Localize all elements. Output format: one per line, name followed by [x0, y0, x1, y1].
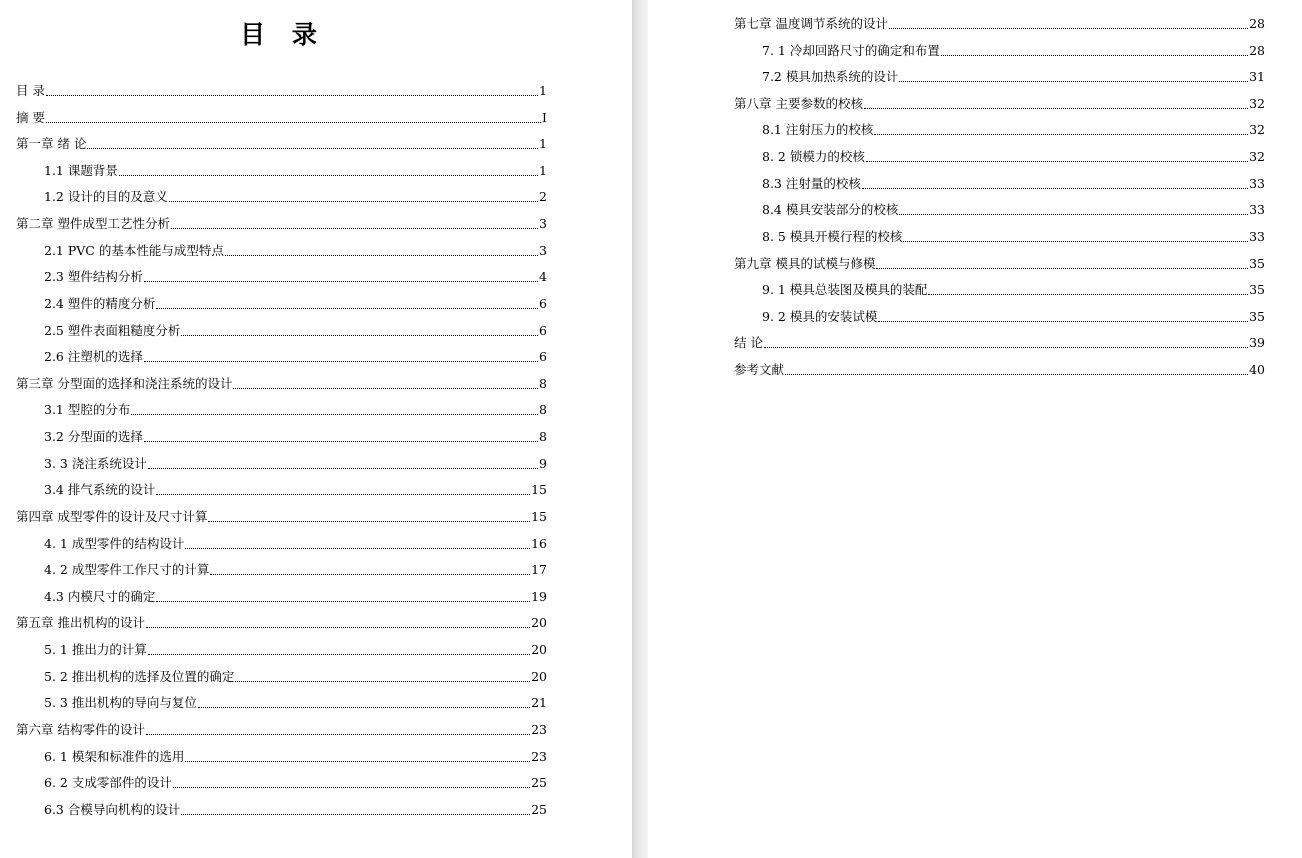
toc-entry-label: 8.1 注射压力的校核 [762, 122, 874, 138]
toc-section-entry [762, 122, 1265, 138]
toc-page-number: 25 [531, 801, 547, 817]
right-document-page [648, 0, 1302, 858]
toc-page-number: 23 [531, 748, 547, 764]
toc-page-number: 1 [539, 162, 547, 178]
toc-page-number: 8 [539, 429, 547, 445]
toc-page-number: 23 [531, 721, 547, 737]
toc-entry-label: 3. 3 浇注系统设计 [44, 455, 147, 471]
toc-entry-label: 8.4 模具安装部分的校核 [762, 202, 899, 218]
toc-dot-leader [889, 28, 1248, 29]
toc-entry-label: 7.2 模具加热系统的设计 [762, 69, 899, 85]
toc-section-entry [44, 323, 547, 339]
toc-section-entry [762, 69, 1265, 85]
toc-section-entry [44, 429, 547, 445]
toc-section-entry [762, 309, 1265, 325]
toc-entry-label: 5. 2 推出机构的选择及位置的确定 [44, 668, 235, 684]
toc-entry-label: 第六章 结构零件的设计 [16, 721, 145, 737]
toc-dot-leader [119, 175, 538, 176]
toc-page-number: 20 [531, 615, 547, 631]
toc-entry-label: 2.3 塑件结构分析 [44, 269, 143, 285]
toc-entry-label: 2.4 塑件的精度分析 [44, 295, 156, 311]
toc-entry-label: 6. 2 支成零部件的设计 [44, 775, 172, 791]
toc-chapter-entry [16, 216, 547, 232]
toc-entry-label: 6. 1 模架和标准件的选用 [44, 748, 185, 764]
toc-page-number: 35 [1249, 282, 1265, 298]
toc-page-number: 33 [1249, 228, 1265, 244]
toc-dot-leader [185, 548, 530, 549]
toc-section-entry [44, 456, 547, 472]
toc-dot-leader [181, 814, 530, 815]
toc-entry-label: 参考文献 [734, 362, 785, 378]
toc-dot-leader [156, 494, 530, 495]
toc-dot-leader [171, 228, 538, 229]
toc-page-number: 4 [539, 269, 547, 285]
toc-entry-label: 第三章 分型面的选择和浇注系统的设计 [16, 375, 233, 391]
toc-section-entry [762, 282, 1265, 298]
toc-dot-leader [169, 201, 538, 202]
toc-chapter-entry [16, 615, 547, 631]
toc-dot-leader [764, 347, 1248, 348]
toc-dot-leader [144, 361, 538, 362]
toc-section-entry [44, 296, 547, 312]
toc-page-number: 39 [1249, 335, 1265, 351]
toc-page-number: 16 [531, 535, 547, 551]
toc-entry-label: 8. 2 锁模力的校核 [762, 149, 865, 165]
toc-chapter-entry [734, 362, 1265, 378]
toc-section-entry [762, 176, 1265, 192]
toc-dot-leader [148, 468, 538, 469]
toc-section-entry [762, 229, 1265, 245]
toc-page-number: 28 [1249, 42, 1265, 58]
left-document-page [0, 0, 632, 858]
toc-dot-leader [173, 787, 530, 788]
toc-section-entry [44, 243, 547, 259]
toc-page-number: 20 [531, 668, 547, 684]
toc-dot-leader [156, 601, 530, 602]
toc-dot-leader [878, 321, 1248, 322]
toc-dot-leader [874, 134, 1248, 135]
toc-page-number: I [542, 109, 547, 125]
toc-dot-leader [785, 374, 1248, 375]
toc-page-number: 32 [1249, 149, 1265, 165]
toc-dot-leader [210, 574, 530, 575]
toc-page-number: 3 [539, 216, 547, 232]
toc-entry-label: 2.1 PVC 的基本性能与成型特点 [44, 242, 224, 258]
toc-page-number: 8 [539, 375, 547, 391]
toc-page-number: 6 [539, 349, 547, 365]
toc-section-entry [44, 402, 547, 418]
toc-chapter-entry [16, 83, 547, 99]
toc-chapter-entry [16, 722, 547, 738]
toc-dot-leader [87, 148, 538, 149]
toc-entry-label: 8.3 注射量的校核 [762, 175, 861, 191]
toc-page-number: 6 [539, 322, 547, 338]
toc-page-number: 21 [531, 695, 547, 711]
toc-section-entry [44, 269, 547, 285]
toc-section-entry [44, 749, 547, 765]
toc-dot-leader [928, 294, 1248, 295]
toc-page-number: 8 [539, 402, 547, 418]
toc-entry-label: 第一章 绪 论 [16, 136, 87, 152]
toc-page-number: 33 [1249, 175, 1265, 191]
toc-page-number: 35 [1249, 308, 1265, 324]
toc-chapter-entry [734, 256, 1265, 272]
toc-entry-label: 第四章 成型零件的设计及尺寸计算 [16, 508, 208, 524]
toc-entry-label: 3.4 排气系统的设计 [44, 482, 156, 498]
toc-chapter-entry [734, 335, 1265, 351]
toc-entry-label: 6.3 合模导向机构的设计 [44, 801, 181, 817]
toc-page-number: 31 [1249, 69, 1265, 85]
toc-entry-label: 5. 3 推出机构的导向与复位 [44, 695, 197, 711]
toc-section-entry [44, 163, 547, 179]
toc-page-number: 32 [1249, 95, 1265, 111]
toc-page-number: 6 [539, 295, 547, 311]
toc-entry-label: 第五章 推出机构的设计 [16, 615, 145, 631]
toc-page-number: 28 [1249, 16, 1265, 31]
toc-section-entry [44, 775, 547, 791]
toc-section-entry [44, 482, 547, 498]
toc-dot-leader [864, 108, 1248, 109]
toc-section-entry [44, 589, 547, 605]
toc-page-number: 25 [531, 775, 547, 791]
toc-entry-label: 第八章 主要参数的校核 [734, 95, 863, 111]
toc-entry-label: 9. 2 模具的安装试模 [762, 308, 878, 324]
toc-page-number: 15 [531, 508, 547, 524]
toc-section-entry [44, 562, 547, 578]
toc-dot-leader [131, 414, 538, 415]
toc-chapter-entry [734, 16, 1265, 32]
toc-entry-label: 9. 1 模具总装图及模具的装配 [762, 282, 928, 298]
toc-section-entry [44, 349, 547, 365]
toc-page-number: 1 [539, 83, 547, 98]
page-gutter [632, 0, 648, 858]
toc-dot-leader [46, 95, 538, 96]
toc-chapter-entry [734, 96, 1265, 112]
toc-dot-leader [148, 654, 530, 655]
toc-page-number: 19 [531, 588, 547, 604]
toc-page-number: 32 [1249, 122, 1265, 138]
toc-dot-leader [46, 122, 541, 123]
toc-entry-label: 4.3 内模尺寸的确定 [44, 588, 156, 604]
toc-dot-leader [144, 281, 538, 282]
toc-chapter-entry [16, 376, 547, 392]
toc-entry-label: 1.2 设计的目的及意义 [44, 189, 168, 205]
toc-page-number: 17 [531, 562, 547, 578]
toc-section-entry [44, 802, 547, 818]
toc-page-number: 40 [1249, 362, 1265, 378]
toc-title: 目 录 [240, 20, 326, 49]
toc-dot-leader [899, 81, 1248, 82]
toc-section-entry [762, 43, 1265, 59]
toc-dot-leader [225, 255, 538, 256]
toc-dot-leader [862, 188, 1248, 189]
toc-page-number: 20 [531, 642, 547, 658]
toc-dot-leader [146, 627, 530, 628]
toc-page-number: 9 [539, 455, 547, 471]
toc-dot-leader [866, 161, 1248, 162]
toc-section-entry [44, 189, 547, 205]
toc-dot-leader [235, 681, 530, 682]
toc-entry-label: 目 录 [16, 83, 45, 98]
toc-dot-leader [941, 55, 1248, 56]
toc-chapter-entry [16, 509, 547, 525]
toc-dot-leader [185, 761, 530, 762]
toc-entry-label: 结 论 [734, 335, 763, 351]
toc-entry-label: 2.5 塑件表面粗糙度分析 [44, 322, 181, 338]
toc-dot-leader [198, 707, 530, 708]
toc-section-entry [44, 642, 547, 658]
toc-section-entry [762, 202, 1265, 218]
toc-dot-leader [899, 214, 1248, 215]
toc-page-number: 15 [531, 482, 547, 498]
toc-section-entry [44, 695, 547, 711]
toc-dot-leader [146, 734, 530, 735]
toc-page-number: 33 [1249, 202, 1265, 218]
toc-page-number: 3 [539, 242, 547, 258]
toc-entry-label: 4. 1 成型零件的结构设计 [44, 535, 185, 551]
toc-page-number: 1 [539, 136, 547, 152]
toc-entry-label: 1.1 课题背景 [44, 162, 118, 178]
toc-dot-leader [181, 335, 538, 336]
toc-dot-leader [208, 521, 530, 522]
toc-chapter-entry [16, 136, 547, 152]
toc-entry-label: 8. 5 模具开模行程的校核 [762, 228, 903, 244]
toc-entry-label: 摘 要 [16, 109, 45, 125]
toc-dot-leader [144, 441, 538, 442]
toc-entry-label: 2.6 注塑机的选择 [44, 349, 143, 365]
toc-entry-label: 4. 2 成型零件工作尺寸的计算 [44, 562, 210, 578]
toc-entry-label: 3.2 分型面的选择 [44, 429, 143, 445]
toc-chapter-entry [16, 110, 547, 126]
toc-dot-leader [233, 388, 538, 389]
toc-page-number: 2 [539, 189, 547, 205]
toc-dot-leader [156, 308, 538, 309]
toc-entry-label: 3.1 型腔的分布 [44, 402, 131, 418]
toc-section-entry [762, 149, 1265, 165]
toc-entry-label: 第七章 温度调节系统的设计 [734, 16, 888, 31]
toc-page-number: 35 [1249, 255, 1265, 271]
toc-entry-label: 7. 1 冷却回路尺寸的确定和布置 [762, 42, 940, 58]
toc-section-entry [44, 669, 547, 685]
toc-entry-label: 5. 1 推出力的计算 [44, 642, 147, 658]
toc-entry-label: 第九章 模具的试模与修模 [734, 255, 876, 271]
toc-dot-leader [876, 268, 1248, 269]
toc-entry-label: 第二章 塑件成型工艺性分析 [16, 216, 170, 232]
toc-section-entry [44, 536, 547, 552]
toc-dot-leader [903, 241, 1248, 242]
